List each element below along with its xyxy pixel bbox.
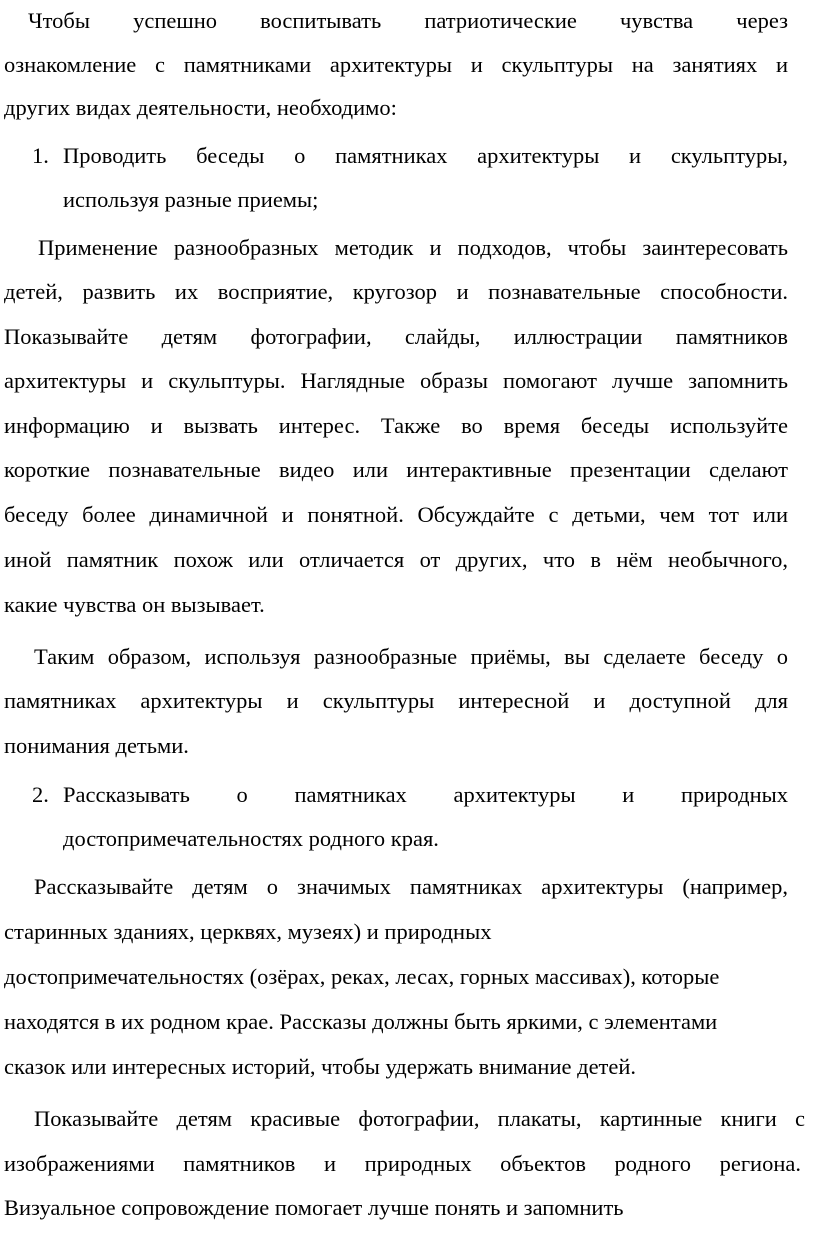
para1-line-6: короткие познавательные видео или интерактивные презентации сделают — [4, 457, 788, 482]
para4-line-3: Визуальное сопровождение помогает лучше понять и запомнить — [4, 1195, 624, 1220]
intro-line-2: ознакомление с памятниками архитектуры и скульптуры на занятиях и — [4, 52, 788, 77]
para2-line-3: понимания детьми. — [4, 733, 189, 758]
list-item-2-line-1: Рассказывать о памятниках архитектуры и природных — [63, 782, 788, 807]
para1-line-1: Применение разнообразных методик и подходов, чтобы заинтересовать — [38, 235, 788, 260]
para3-line-1: Рассказывайте детям о значимых памятниках архитектуры (например, — [34, 874, 788, 899]
para1-line-2: детей, развить их восприятие, кругозор и познавательные способности. — [4, 279, 788, 304]
para1-line-3: Показывайте детям фотографии, слайды, иллюстрации памятников — [4, 324, 788, 349]
para1-line-9: какие чувства он вызывает. — [4, 592, 265, 617]
para3-line-3: достопримечательностях (озёрах, реках, лесах, горных массивах), которые — [4, 964, 720, 989]
para3-line-5: сказок или интересных историй, чтобы удержать внимание детей. — [4, 1054, 637, 1079]
list-item-1-number: 1. — [32, 143, 49, 168]
para4-line-1: Показывайте детям красивые фотографии, плакаты, картинные книги с — [34, 1106, 805, 1131]
para4-line-2: изображениями памятников и природных объектов родного региона. — [4, 1151, 801, 1176]
intro-line-3: других видах деятельности, необходимо: — [4, 95, 397, 120]
list-item-2-number: 2. — [32, 782, 49, 807]
para2-line-1: Таким образом, используя разнообразные приёмы, вы сделаете беседу о — [34, 644, 788, 669]
para3-line-4: находятся в их родном крае. Рассказы должны быть яркими, с элементами — [4, 1009, 718, 1034]
para1-line-4: архитектуры и скульптуры. Наглядные образы помогают лучше запомнить — [4, 368, 788, 393]
para2-line-2: памятниках архитектуры и скульптуры интересной и доступной для — [4, 688, 788, 713]
para1-line-8: иной памятник похож или отличается от других, что в нём необычного, — [4, 547, 788, 572]
para3-line-2: старинных зданиях, церквях, музеях) и природных — [4, 919, 492, 944]
intro-line-1: Чтобы успешно воспитывать патриотические чувства через — [28, 8, 788, 33]
list-item-2-line-2: достопримечательностях родного края. — [63, 826, 439, 851]
para1-line-7: беседу более динамичной и понятной. Обсуждайте с детьми, чем тот или — [4, 502, 788, 527]
para1-line-5: информацию и вызвать интерес. Также во время беседы используйте — [4, 413, 788, 438]
list-item-1-line-1: Проводить беседы о памятниках архитектуры и скульптуры, — [63, 143, 788, 168]
list-item-1-line-2: используя разные приемы; — [63, 187, 319, 212]
